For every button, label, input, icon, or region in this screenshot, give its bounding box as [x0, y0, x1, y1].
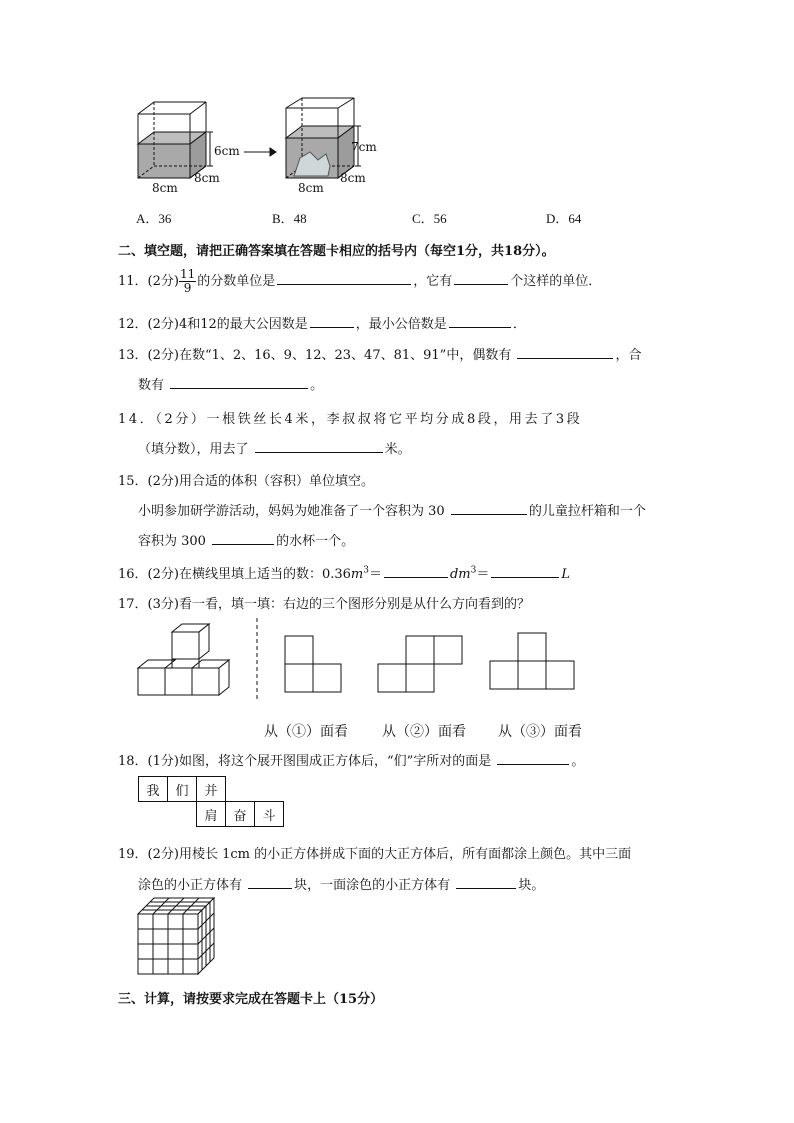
question-14-cont: （填分数），用去了 米。: [138, 438, 411, 457]
section-3-title: 三、计算，请按要求完成在答题卡上（15分）: [118, 992, 384, 1007]
cube-stack: [138, 624, 229, 695]
container-before: [138, 102, 213, 178]
blank-19a[interactable]: [248, 875, 292, 889]
q10-option-d: D．64: [546, 211, 582, 226]
label-depth-right: 8cm: [340, 171, 366, 185]
blank-15a[interactable]: [451, 501, 527, 515]
caption-view-3: 从（③）面看: [498, 724, 582, 740]
blank-13a[interactable]: [517, 345, 613, 359]
question-19: 19．(2分)用棱长 1cm 的小正方体拼成下面的大正方体后，所有面都涂上颜色。其中三面: [118, 847, 632, 862]
question-18: 18．(1分)如图，将这个展开图围成正方体后，“们”字所对的面是 。: [118, 750, 584, 769]
label-height-left: 6cm: [214, 144, 240, 158]
question-15-line2: 小明参加研学游活动，妈妈为她准备了一个容积为 30 的儿童拉杆箱和一个: [138, 500, 646, 519]
blank-19b[interactable]: [456, 875, 516, 889]
question-15: 15．(2分)用合适的体积（容积）单位填空。: [118, 474, 374, 489]
blank-18[interactable]: [497, 751, 569, 765]
net-cell: 斗: [255, 802, 284, 827]
blank-11a[interactable]: [277, 271, 411, 285]
section-2-title: 二、填空题，请把正确答案填在答题卡相应的括号内（每空1分，共18分）。: [118, 244, 555, 259]
blank-15b[interactable]: [212, 531, 274, 545]
blank-16a[interactable]: [384, 564, 448, 578]
net-cell: 我: [139, 777, 168, 802]
blank-13b[interactable]: [170, 375, 308, 389]
cube-net: [138, 776, 284, 827]
label-depth-left: 8cm: [194, 171, 220, 185]
blank-11b[interactable]: [454, 271, 508, 285]
question-19-cont: 涂色的小正方体有 块，一面涂色的小正方体有 块。: [138, 874, 544, 893]
view-1: [285, 636, 341, 692]
q10-option-b: B．48: [272, 211, 307, 226]
blank-12b[interactable]: [449, 314, 511, 328]
caption-view-1: 从（①）面看: [264, 724, 348, 740]
net-cell: 并: [197, 777, 226, 802]
caption-view-2: 从（②）面看: [382, 724, 466, 740]
net-cell: 们: [168, 777, 197, 802]
question-11: 11．(2分) $\frac{11}{9}$ 的分数单位是 ，它有 个这样的单位．: [118, 267, 602, 295]
blank-16b[interactable]: [491, 564, 559, 578]
q10-option-c: C．56: [412, 211, 447, 226]
big-cube-figure: [136, 896, 216, 978]
view-3: [490, 633, 574, 689]
arrow-icon: [244, 148, 276, 156]
question-15-line3: 容积为 300 的水杯一个。: [138, 530, 354, 549]
question-17: 17．(3分)看一看，填一填：右边的三个图形分别是从什么方向看到的？: [118, 597, 530, 612]
label-width-right: 8cm: [298, 181, 324, 195]
label-height-right: 7cm: [351, 140, 377, 154]
label-width-left: 8cm: [152, 181, 178, 195]
blank-12a[interactable]: [310, 314, 354, 328]
question-14: 14．（2分）一根铁丝长4米，李叔叔将它平均分成8段，用去了3段: [118, 412, 583, 427]
question-13-cont: 数有 。: [138, 374, 323, 393]
question-16: 16．(2分)在横线里填上适当的数：$0.36m^3= dm^3= L$: [118, 565, 571, 582]
net-cell: 奋: [226, 802, 255, 827]
view-2: [378, 636, 462, 692]
q17-figures: [134, 618, 584, 704]
question-12: 12．(2分)4和12的最大公因数是 ，最小公倍数是 ．: [118, 313, 526, 332]
fraction-11-9: $\frac{11}{9}$: [179, 267, 196, 295]
question-13: 13．(2分)在数“1、2、16、9、12、23、47、81、91”中，偶数有 ，合: [118, 344, 641, 363]
net-cell: 肩: [197, 802, 226, 827]
container-after: [286, 98, 361, 178]
q10-option-a: A．36: [136, 211, 172, 226]
blank-14[interactable]: [255, 439, 383, 453]
